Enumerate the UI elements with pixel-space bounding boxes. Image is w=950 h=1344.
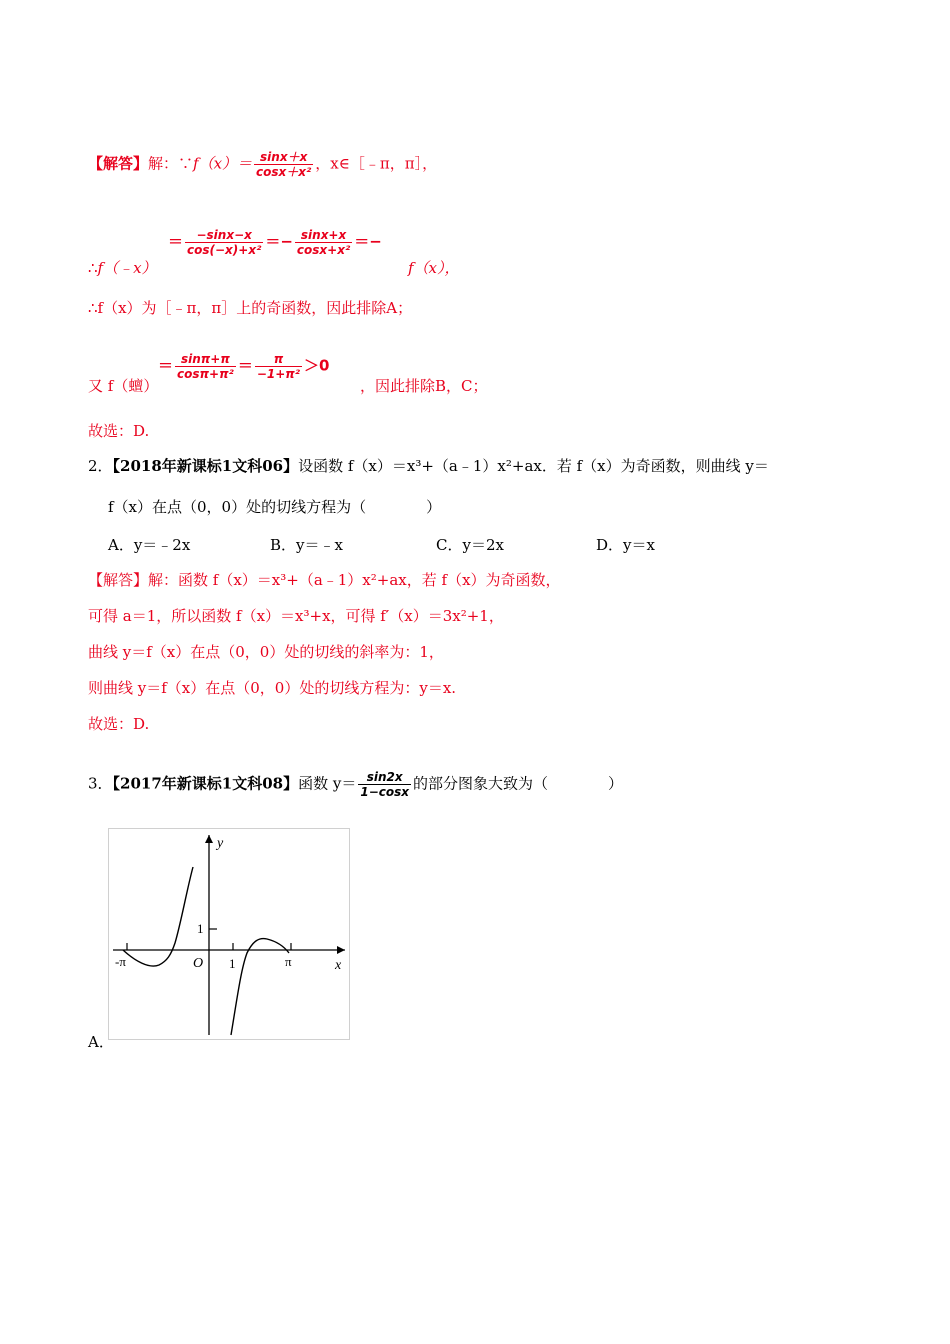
x-tick-1-label: 1	[229, 956, 236, 971]
y-axis-arrow-icon	[205, 835, 213, 843]
question-source: 【2018年新课标1文科06】	[112, 457, 299, 475]
curve-left-branch	[123, 867, 193, 966]
solution-tag: 【解答】	[88, 154, 149, 173]
solution2-line3: 曲线 y＝f（x）在点（0，0）处的切线的斜率为：1，	[88, 643, 444, 661]
question2-option-b: B．y＝﹣x	[270, 536, 343, 554]
solution2-line4: 则曲线 y＝f（x）在点（0，0）处的切线方程为：y＝x.	[88, 679, 457, 697]
x-pi-label: π	[285, 954, 292, 969]
question2-option-a: A．y＝﹣2x	[108, 536, 191, 554]
solution2-choose: 故选：D.	[88, 715, 150, 733]
solution2-line1: 【解答】解：函数 f（x）＝x³+（a﹣1）x²+ax，若 f（x）为奇函数，	[88, 571, 561, 589]
x-axis-label: x	[335, 958, 342, 973]
option-a-label: A．	[88, 1033, 114, 1051]
solution1-choose: 故选：D.	[88, 422, 150, 440]
curve-right-branch	[231, 939, 289, 1035]
solution1-line1: 【解答】解：∵f（x）＝ $\frac{\sin x+x}{\text{cosx＋x²}}$ ，x∈［﹣π，π］，	[88, 150, 438, 179]
x-axis-arrow-icon	[337, 946, 345, 954]
solution1-line3: ∴f（x）为［﹣π，π］上的奇函数，因此排除A；	[88, 299, 413, 317]
function-graph	[109, 829, 349, 1039]
y-axis-label: y	[217, 836, 224, 851]
question-source: 【2017年新课标1文科08】	[112, 774, 299, 793]
question2-option-d: D．y＝x	[596, 536, 655, 554]
question2-stem-cont: f（x）在点（0，0）处的切线方程为（ ）	[108, 498, 442, 516]
solution2-line2: 可得 a＝1，所以函数 f（x）＝x³+x，可得 f′（x）＝3x²+1，	[88, 607, 504, 625]
question2-option-c: C．y＝2x	[436, 536, 504, 554]
question3-stem: 3．【2017年新课标1文科08】函数 y＝ $\frac{\sin 2x}{1-\cos x}$ 的部分图象大致为（ ）	[88, 770, 624, 799]
x-neg-pi-label: -π	[115, 954, 126, 969]
y-tick-1-label: 1	[197, 921, 204, 936]
fraction: $\frac{\sin x+x}{\text{cosx＋x²}}$	[256, 150, 312, 179]
question2-stem: 2．【2018年新课标1文科06】设函数 f（x）＝x³+（a﹣1）x²+ax．若 f（x）为奇函数，则曲线 y＝	[88, 457, 769, 475]
option-a-graph	[108, 828, 350, 1040]
origin-label: O	[193, 956, 204, 971]
